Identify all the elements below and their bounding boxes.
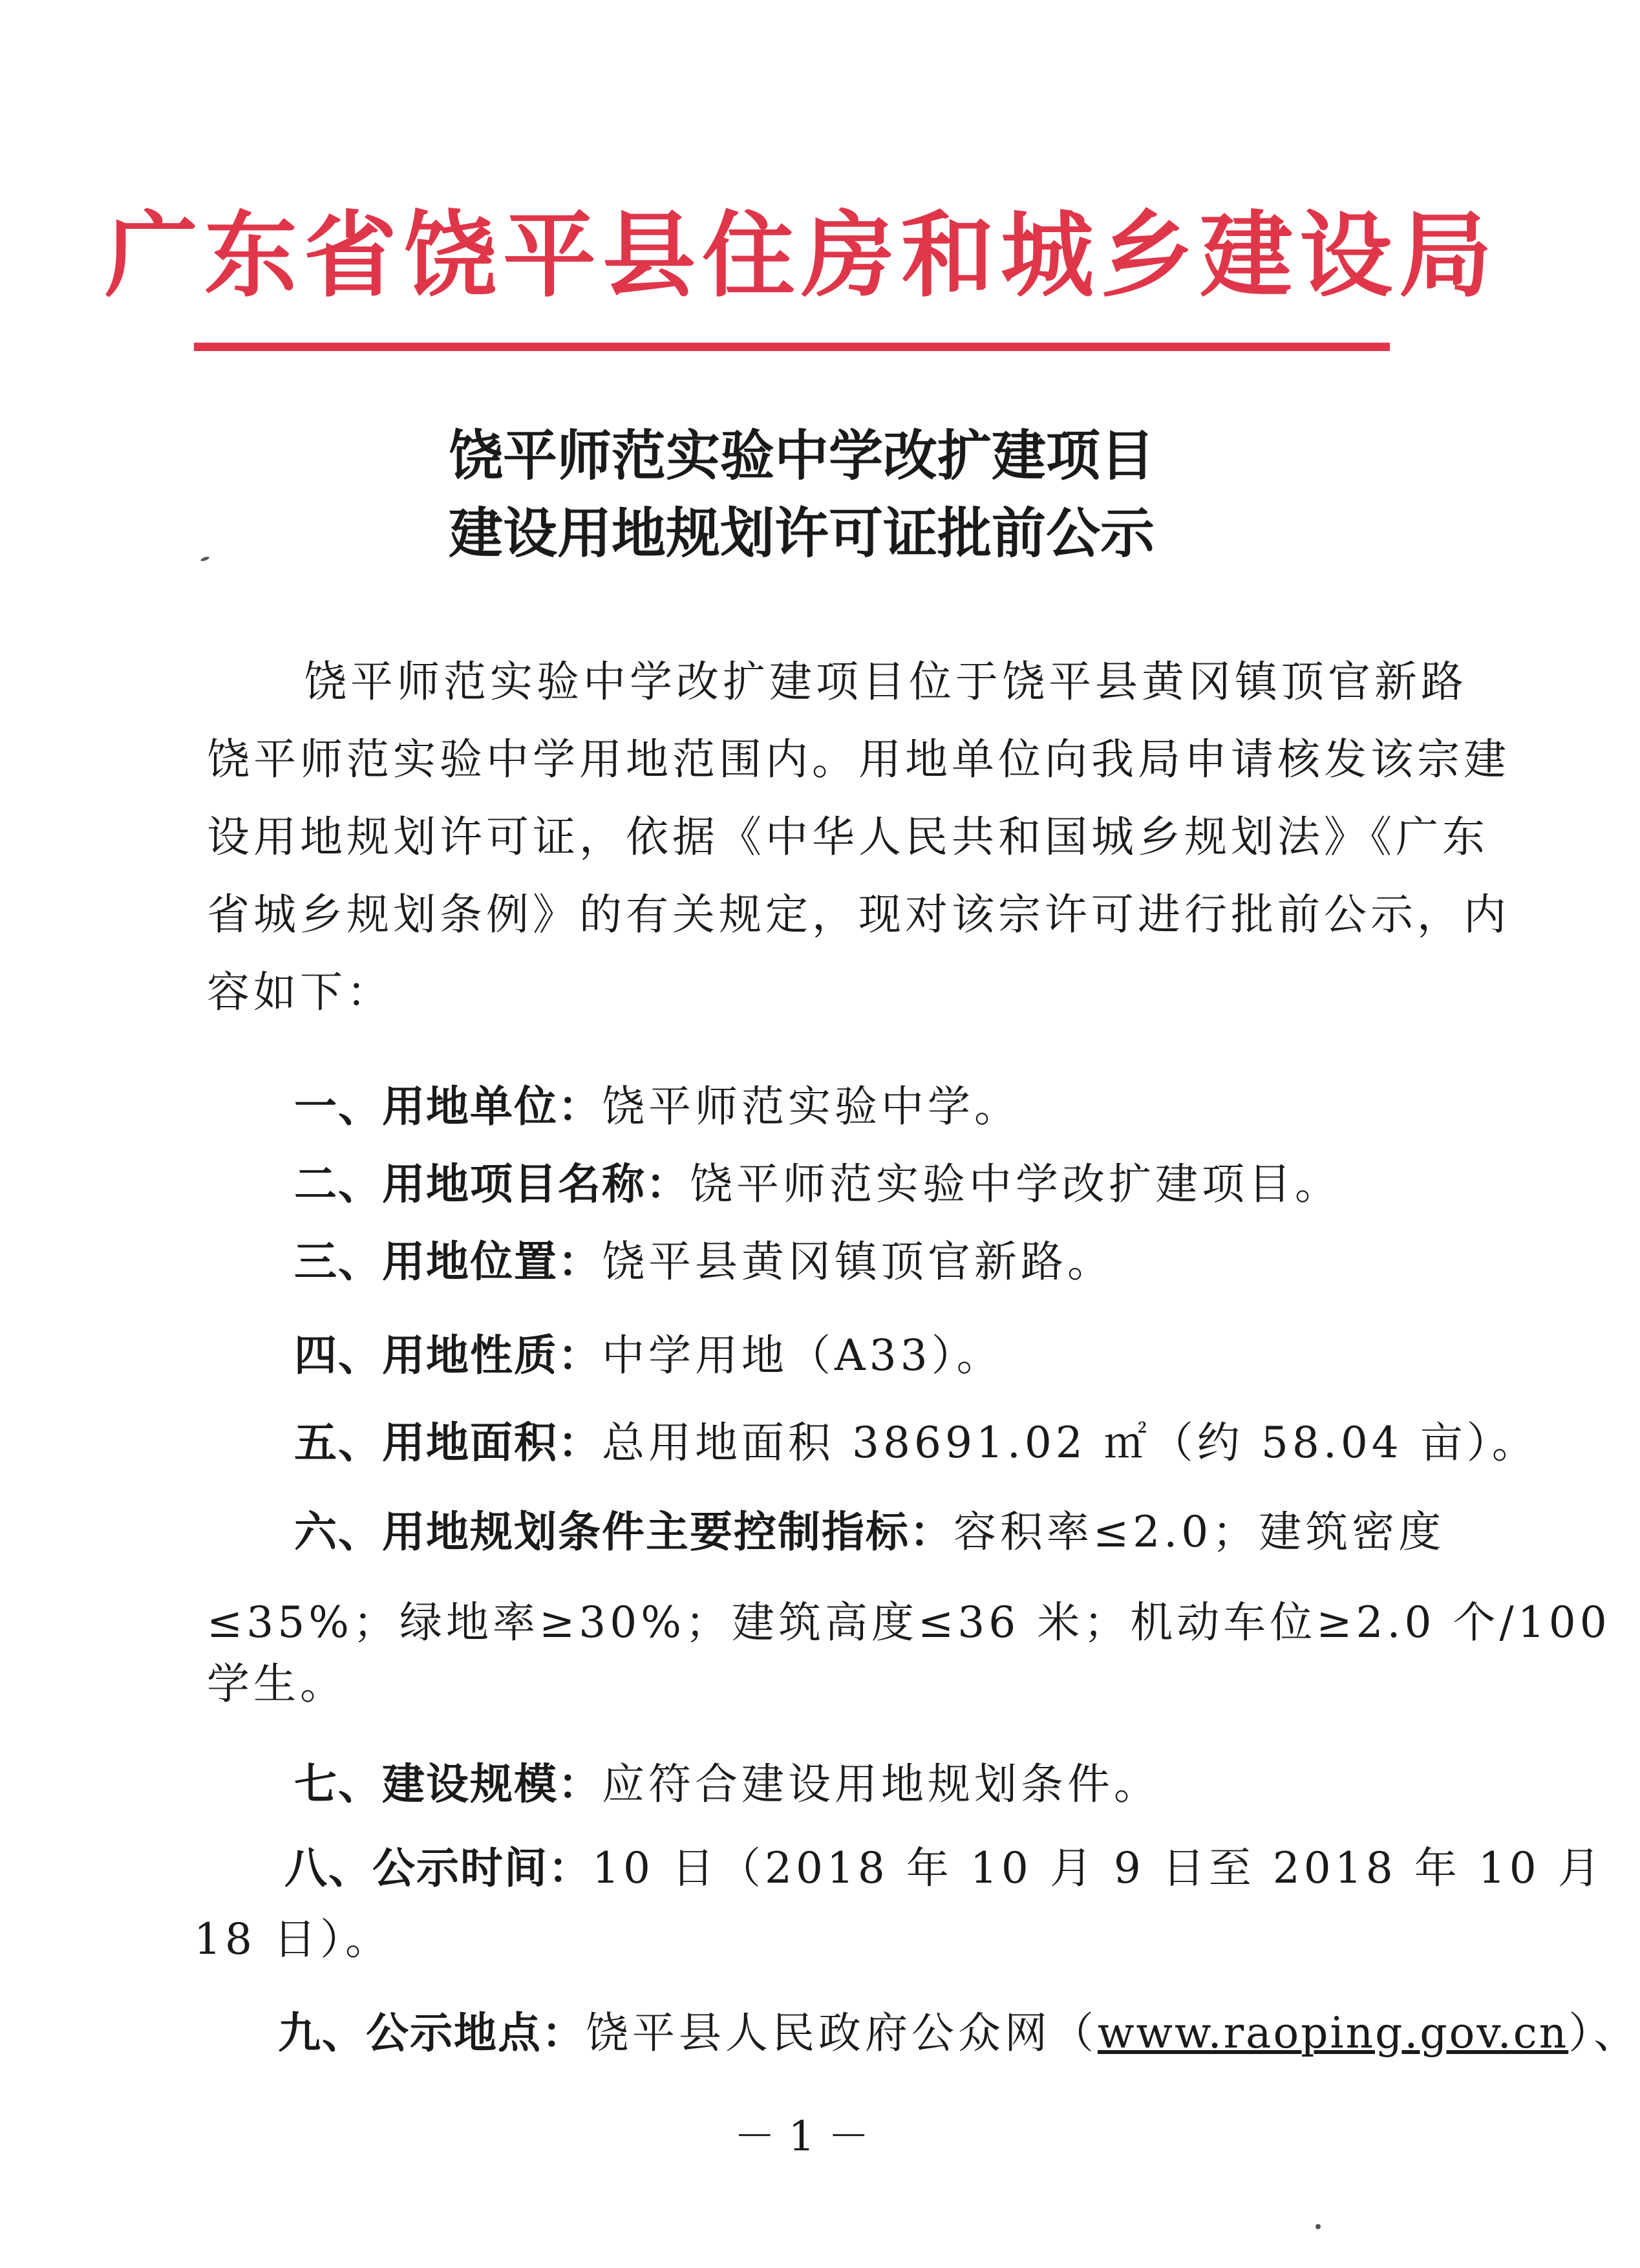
item-label: 四、用地性质： <box>294 1331 602 1380</box>
page-number: － 1 － <box>734 2113 869 2161</box>
item-publicity-period <box>284 1843 1604 1895</box>
scan-speck <box>1315 2224 1321 2229</box>
item-control-indicators-line-2: ≤35%；绿地率≥30%；建筑高度≤36 米；机动车位≥2.0 个/100 <box>207 1598 1611 1647</box>
organization-title: 广东省饶平县住房和城乡建设局 <box>104 200 1498 310</box>
item-value: 饶平师范实验中学改扩建项目。 <box>690 1159 1341 1209</box>
item-label: 八、公示时间： <box>284 1843 592 1893</box>
intro-line-3: 设用地规划许可证，依据《中华人民共和国城乡规划法》《广东 <box>207 812 1489 862</box>
document-title-line-2: 建设用地规划许可证批前公示 <box>448 501 1155 565</box>
item-value-suffix: ）、 <box>1568 2008 1640 2058</box>
item-value: 总用地面积 38691.02 ㎡（约 58.04 亩）。 <box>602 1418 1539 1468</box>
item-value: 10 日（2018 年 10 月 9 日至 2018 年 10 月 <box>592 1843 1604 1893</box>
document-title-line-1: 饶平师范实验中学改扩建项目 <box>448 423 1155 487</box>
item-label: 一、用地单位： <box>294 1082 602 1131</box>
website-link[interactable]: www.raoping.gov.cn <box>1098 2008 1569 2058</box>
item-publicity-period-line-2: 18 日）。 <box>194 1914 392 1964</box>
item-label: 五、用地面积： <box>294 1418 602 1468</box>
header-divider <box>194 343 1390 351</box>
item-value: 中学用地（A33）。 <box>602 1331 1003 1380</box>
intro-line-1: 饶平师范实验中学改扩建项目位于饶平县黄冈镇顶官新路 <box>304 657 1467 707</box>
item-value-prefix: 饶平县人民政府公众网（ <box>586 2008 1098 2058</box>
item-construction-scale <box>294 1759 1160 1811</box>
item-control-indicators <box>294 1506 1445 1559</box>
intro-line-4: 省城乡规划条例》的有关规定，现对该宗许可进行批前公示，内 <box>207 890 1510 939</box>
item-control-indicators-line-3: 学生。 <box>207 1659 346 1709</box>
item-project-name <box>294 1159 1341 1211</box>
item-value: 饶平县黄冈镇顶官新路。 <box>602 1237 1114 1287</box>
item-land-use-type <box>294 1330 1003 1382</box>
item-value: 饶平师范实验中学。 <box>602 1082 1021 1131</box>
item-label: 九、公示地点： <box>278 2008 586 2058</box>
intro-line-2: 饶平师范实验中学用地范围内。用地单位向我局申请核发该宗建 <box>207 734 1510 784</box>
intro-line-5: 容如下： <box>207 967 393 1017</box>
item-label: 三、用地位置： <box>294 1237 602 1287</box>
item-label: 六、用地规划条件主要控制指标： <box>294 1507 953 1557</box>
item-publicity-location <box>278 2007 1640 2060</box>
item-label: 二、用地项目名称： <box>294 1159 690 1209</box>
item-value: 容积率≤2.0；建筑密度 <box>953 1507 1445 1557</box>
item-land-area <box>294 1417 1539 1470</box>
item-location <box>294 1236 1114 1289</box>
item-land-unit <box>294 1081 1021 1133</box>
item-value: 应符合建设用地规划条件。 <box>602 1759 1160 1809</box>
item-label: 七、建设规模： <box>294 1759 602 1809</box>
